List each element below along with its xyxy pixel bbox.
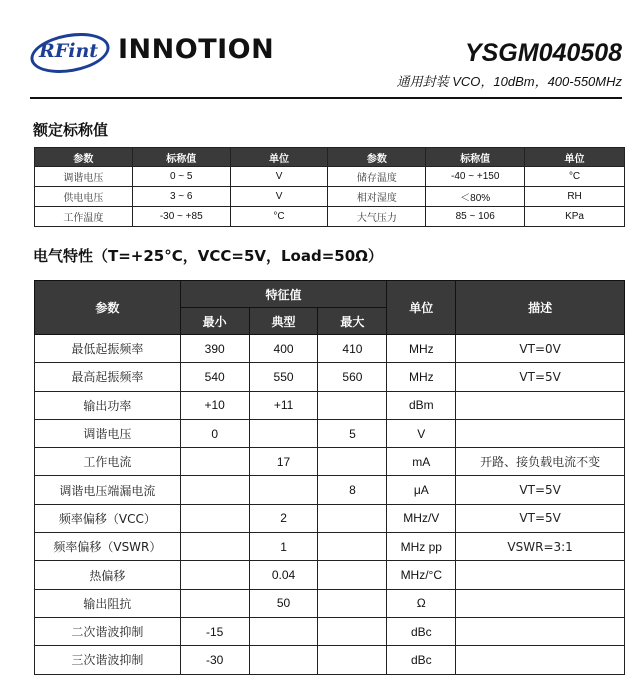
- table-cell: -30 ~ +85: [132, 207, 230, 227]
- table-cell: 频率偏移（VCC）: [35, 504, 181, 532]
- header-characteristic: 特征值: [180, 281, 387, 308]
- table-cell: [318, 617, 387, 645]
- table-cell: VT=0V: [456, 335, 625, 363]
- rated-values-table: [34, 147, 625, 227]
- model-number: YSGM040508: [464, 39, 622, 67]
- table-cell: VT=5V: [456, 363, 625, 391]
- table-row: [35, 363, 625, 391]
- table-cell: [318, 561, 387, 589]
- table-row: [35, 187, 625, 207]
- table-cell: RH: [525, 187, 625, 207]
- electrical-header-row: [35, 281, 625, 308]
- rated-header-nominal: 标称值: [132, 148, 230, 167]
- header-description: 描述: [456, 281, 625, 335]
- table-cell: 输出功率: [35, 391, 181, 419]
- table-row: [35, 207, 625, 227]
- table-cell: 储存温度: [328, 167, 426, 187]
- table-cell: [249, 476, 318, 504]
- table-cell: 50: [249, 589, 318, 617]
- table-cell: 供电电压: [35, 187, 133, 207]
- table-cell: 工作温度: [35, 207, 133, 227]
- table-cell: μA: [387, 476, 456, 504]
- table-cell: VT=5V: [456, 504, 625, 532]
- table-cell: 390: [180, 335, 249, 363]
- table-cell: [180, 504, 249, 532]
- table-cell: [456, 617, 625, 645]
- table-cell: [180, 476, 249, 504]
- table-cell: -40 ~ +150: [426, 167, 525, 187]
- table-cell: 0.04: [249, 561, 318, 589]
- table-cell: [318, 391, 387, 419]
- electrical-table-body: [35, 335, 625, 675]
- table-cell: 0: [180, 419, 249, 447]
- table-cell: MHz/°C: [387, 561, 456, 589]
- table-cell: 开路、接负载电流不变: [456, 448, 625, 476]
- table-cell: 85 ~ 106: [426, 207, 525, 227]
- table-cell: [456, 391, 625, 419]
- table-cell: 最低起振频率: [35, 335, 181, 363]
- table-cell: 5: [318, 419, 387, 447]
- product-subtitle: 通用封装 VCO，10dBm，400-550MHz: [396, 74, 622, 89]
- table-cell: 0 ~ 5: [132, 167, 230, 187]
- table-cell: MHz pp: [387, 533, 456, 561]
- table-cell: Ω: [387, 589, 456, 617]
- table-cell: 410: [318, 335, 387, 363]
- header-divider: [30, 97, 622, 99]
- table-cell: V: [387, 419, 456, 447]
- header-typ: 典型: [249, 308, 318, 335]
- table-cell: 相对湿度: [328, 187, 426, 207]
- table-cell: VT=5V: [456, 476, 625, 504]
- electrical-characteristics-title: 电气特性（T=+25°C，VCC=5V，Load=50Ω）: [33, 247, 383, 265]
- table-row: [35, 419, 625, 447]
- table-cell: dBc: [387, 646, 456, 674]
- rated-header-unit: 单位: [230, 148, 328, 167]
- table-cell: 三次谐波抑制: [35, 646, 181, 674]
- table-row: [35, 476, 625, 504]
- table-cell: MHz: [387, 335, 456, 363]
- table-cell: [180, 561, 249, 589]
- table-cell: [456, 561, 625, 589]
- table-cell: 调谐电压: [35, 167, 133, 187]
- table-cell: [249, 646, 318, 674]
- table-row: [35, 335, 625, 363]
- table-cell: 频率偏移（VSWR）: [35, 533, 181, 561]
- table-row: [35, 504, 625, 532]
- table-cell: 1: [249, 533, 318, 561]
- header-max: 最大: [318, 308, 387, 335]
- logo-text: RFint: [39, 40, 99, 62]
- table-row: [35, 391, 625, 419]
- table-row: [35, 617, 625, 645]
- table-cell: 8: [318, 476, 387, 504]
- table-cell: 550: [249, 363, 318, 391]
- table-cell: [318, 533, 387, 561]
- table-cell: MHz: [387, 363, 456, 391]
- table-cell: [456, 419, 625, 447]
- table-cell: dBm: [387, 391, 456, 419]
- table-cell: 二次谐波抑制: [35, 617, 181, 645]
- table-row: [35, 589, 625, 617]
- table-cell: dBc: [387, 617, 456, 645]
- table-cell: [180, 533, 249, 561]
- table-cell: VSWR=3:1: [456, 533, 625, 561]
- rated-header-row: [35, 148, 625, 167]
- table-cell: 540: [180, 363, 249, 391]
- table-cell: [249, 617, 318, 645]
- table-cell: 大气压力: [328, 207, 426, 227]
- table-cell: °C: [525, 167, 625, 187]
- table-cell: [249, 419, 318, 447]
- rated-header-param-2: 参数: [328, 148, 426, 167]
- table-cell: 调谐电压端漏电流: [35, 476, 181, 504]
- table-cell: [180, 589, 249, 617]
- header-min: 最小: [180, 308, 249, 335]
- table-cell: 工作电流: [35, 448, 181, 476]
- table-cell: [456, 646, 625, 674]
- rated-values-title: 额定标称值: [33, 121, 109, 139]
- table-cell: MHz/V: [387, 504, 456, 532]
- header-param: 参数: [35, 281, 181, 335]
- table-cell: [318, 448, 387, 476]
- table-cell: [318, 504, 387, 532]
- table-cell: mA: [387, 448, 456, 476]
- table-cell: [456, 589, 625, 617]
- table-cell: 最高起振频率: [35, 363, 181, 391]
- table-cell: V: [230, 187, 328, 207]
- rated-header-nominal-2: 标称值: [426, 148, 525, 167]
- table-cell: -30: [180, 646, 249, 674]
- table-cell: -15: [180, 617, 249, 645]
- table-cell: 调谐电压: [35, 419, 181, 447]
- rated-header-unit-2: 单位: [525, 148, 625, 167]
- table-cell: V: [230, 167, 328, 187]
- table-cell: [180, 448, 249, 476]
- table-cell: [318, 646, 387, 674]
- table-cell: 热偏移: [35, 561, 181, 589]
- table-cell: ＜80%: [426, 187, 525, 207]
- table-cell: 17: [249, 448, 318, 476]
- table-cell: 3 ~ 6: [132, 187, 230, 207]
- table-cell: 560: [318, 363, 387, 391]
- table-row: [35, 561, 625, 589]
- table-row: [35, 646, 625, 674]
- table-cell: 输出阻抗: [35, 589, 181, 617]
- table-cell: °C: [230, 207, 328, 227]
- rated-header-param: 参数: [35, 148, 133, 167]
- table-row: [35, 448, 625, 476]
- table-row: [35, 167, 625, 187]
- table-cell: [318, 589, 387, 617]
- electrical-characteristics-table: [34, 280, 625, 675]
- table-cell: +10: [180, 391, 249, 419]
- table-cell: 2: [249, 504, 318, 532]
- table-cell: 400: [249, 335, 318, 363]
- table-row: [35, 533, 625, 561]
- brand-name: INNOTION: [118, 34, 275, 65]
- table-cell: +11: [249, 391, 318, 419]
- table-cell: KPa: [525, 207, 625, 227]
- header-unit: 单位: [387, 281, 456, 335]
